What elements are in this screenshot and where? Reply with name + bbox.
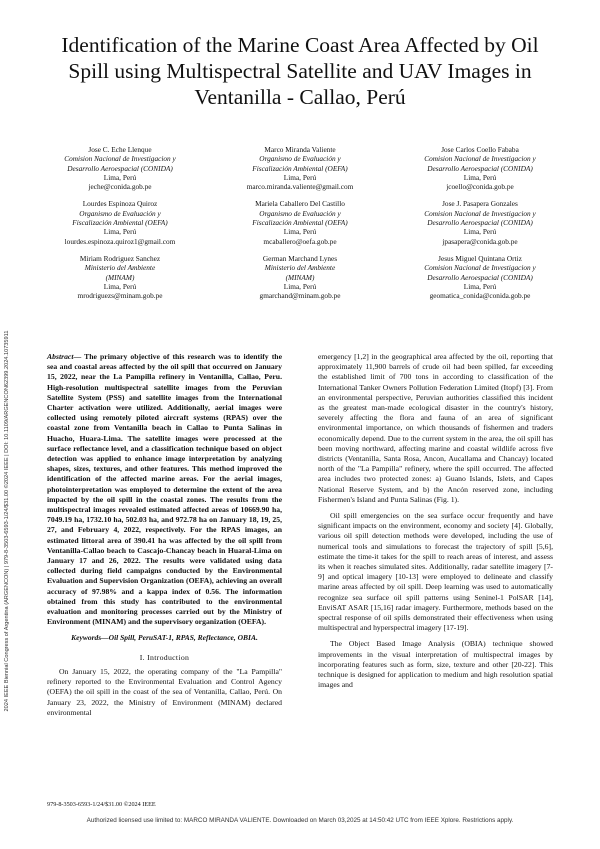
keywords-text: —Oil Spill, PeruSAT-1, RPAS, Reflectance, OBIA.	[101, 633, 258, 643]
license-footer: Authorized licensed use limited to: MARCO MIRANDA VALIENTE. Downloaded on March 03,2025 at 14:50:42 UTC from IEEE Xplore. Restrictions apply.	[86, 817, 514, 824]
author-location: Lima, Perú	[463, 227, 497, 237]
body-paragraph: emergency [1,2] in the geographical area affected by the oil, reporting that approximately 11,900 barrels of crude oil had been spilled, far exceeding the established limit of 700 tons in according to classification of the International Tanker Owners Pollution Federation Limited (Itopf) [3]. From an environmental perspective, Peruvian authorities classified this incident as the greatest man-made ecological disaster in the country's history, severely affecting the flora and fauna of an area of significant environmental importance, on which thousands of fishermen and traders economically depend. Due to the current system in the area, the oil spill has been moving northward, affecting marine and coastal wildlife across five districts (Ventanilla, Santa Rosa, Ancon, Aucallama and Chancay) located north of the "La Pampilla" refinery, where the spill occurred. The affected area includes two protected zones: a) Guano Islands, Islets, and Capes National Reserve System, and b) the Ancón reserved zone, including Fishermen's Island and Punta Salinas (Fig. 1).	[318, 352, 553, 504]
author-affiliation: Desarrollo Aeroespacial (CONIDA)	[427, 163, 533, 173]
author-affiliation: Fiscalización Ambiental (OEFA)	[252, 163, 348, 173]
author-email[interactable]: mcaballero@oefa.gob.pe	[263, 236, 337, 246]
left-column	[47, 352, 282, 724]
author-email[interactable]: geomatica_conida@conida.gob.pe	[429, 291, 531, 301]
author-email[interactable]: marco.miranda.valiente@gmail.com	[246, 182, 354, 192]
author-affiliation: Ministerio del Ambiente	[264, 263, 336, 273]
author-email[interactable]: mrodriguezs@minam.gob.pe	[77, 291, 163, 301]
author-email[interactable]: lourdes.espinoza.quiroz1@gmail.com	[64, 236, 176, 246]
intro-paragraph: On January 15, 2022, the operating company of the "La Pampilla" refinery reported to the Environmental Evaluation and Control Agency (OEFA) the oil spill in the coast of the sea of Ventanilla, Callao, Perú. On January 23, 2022, the Ministry of Environment (MINAM) declared environmental	[47, 666, 282, 717]
author-name: Lourdes Espinoza Quiroz	[82, 199, 158, 209]
author-location: Lima, Perú	[283, 281, 317, 291]
author-location: Lima, Perú	[463, 281, 497, 291]
abstract	[47, 352, 282, 627]
author-affiliation: (MINAM)	[285, 272, 315, 282]
paper-title: Identification of the Marine Coast Area Affected by Oil Spill using Multispectral Satellite and UAV Images in Ventanilla - Callao, Perú	[61, 33, 539, 109]
author-location: Lima, Perú	[103, 281, 137, 291]
author-location: Lima, Perú	[103, 227, 137, 237]
author-name: Marco Miranda Valiente	[264, 145, 336, 154]
author-affiliation: Comision Nacional de Investigacion y	[64, 154, 176, 164]
copyright-notice: 979-8-3503-6593-1/24/$31.00 ©2024 IEEE	[47, 801, 156, 808]
author-email[interactable]: gmarchand@minam.gob.pe	[259, 291, 341, 301]
author-card	[30, 199, 210, 245]
author-affiliation: Fiscalización Ambiental (OEFA)	[252, 218, 348, 228]
author-affiliation: Comision Nacional de Investigacion y	[424, 154, 536, 164]
author-name: German Marchand Lynes	[262, 253, 338, 263]
author-location: Lima, Perú	[103, 172, 137, 182]
author-name: Mariela Caballero Del Castillo	[255, 199, 345, 209]
body-paragraph: The Object Based Image Analysis (OBIA) technique showed improvements in the visual interpretation of multispectral images by incorporating features such as form, size, texture and other [20-22]. This technique is designed for application to medium and high resolution spatial images and	[318, 639, 553, 690]
author-location: Lima, Perú	[283, 172, 317, 182]
author-name: Jose C. Eche Llenque	[88, 145, 152, 154]
author-affiliation: Organismo de Evaluación y	[259, 154, 341, 164]
author-card	[210, 145, 390, 191]
author-card	[390, 254, 570, 300]
keywords-label: Keywords	[71, 633, 102, 643]
author-card	[30, 145, 210, 191]
author-row	[30, 145, 570, 191]
author-name: Miriam Rodriguez Sanchez	[79, 253, 161, 263]
doi-sidebar	[2, 290, 12, 760]
author-card	[390, 199, 570, 245]
author-affiliation: Ministerio del Ambiente	[84, 263, 156, 273]
section-heading: I. Introduction	[139, 652, 190, 662]
author-row	[30, 254, 570, 300]
author-affiliation: Comision Nacional de Investigacion y	[424, 208, 536, 218]
author-email[interactable]: jpasapera@conida.gob.pe	[442, 236, 518, 246]
author-affiliation: Organismo de Evaluación y	[79, 208, 161, 218]
body-paragraph: Oil spill emergencies on the sea surface occur frequently and have significant impacts on the environment, economy and society [4]. Globally, various oil spill detection methods were developed, including the use of numerical tools and simulations to forecast the trajectory of spill [5,6], estimate the time-it takes for the spill to reach areas of interest, and assess its when it reaches simulated sites. Additionally, radar satellite imagery [7-9] and optical imagery [10-13] were employed to delineate and classify marine areas affected by oil spill. Deep learning was used to automatically recognize sea surface oil spill patterns using Seninel-1 PolSAR [14], EnviSAT ASAR [15,16] radar imagery. Furthermore, methods based on the spectral response of oil spills demonstrated their effectiveness when using multispectral and hyperspectral imagery [17-19].	[318, 511, 553, 633]
author-affiliation: Fiscalización Ambiental (OEFA)	[72, 218, 168, 228]
author-name: Jose J. Pasapera Gonzales	[442, 199, 518, 209]
author-card	[210, 254, 390, 300]
author-card	[30, 254, 210, 300]
author-affiliation: (MINAM)	[105, 272, 135, 282]
author-affiliation: Desarrollo Aeroespacial (CONIDA)	[67, 163, 173, 173]
author-affiliation: Organismo de Evaluación y	[259, 208, 341, 218]
doi-sidebar-text: 2024 IEEE Biennial Congress of Argentina (ARGENCON) | 979-8-3503-6593-1/24/$31.00 ©2024 IEEE | DOI: 10.1109/ARGENCON62399.2024.10735911	[4, 330, 10, 712]
author-row	[30, 199, 570, 245]
author-name: Jesus Miguel Quintana Ortiz	[438, 253, 522, 263]
keywords	[47, 633, 282, 643]
author-affiliation: Desarrollo Aeroespacial (CONIDA)	[427, 218, 533, 228]
author-affiliation: Comision Nacional de Investigacion y	[424, 263, 536, 273]
author-email[interactable]: jcoello@conida.gob.pe	[446, 182, 514, 192]
author-card	[210, 199, 390, 245]
author-location: Lima, Perú	[463, 172, 497, 182]
right-column	[318, 352, 553, 697]
author-card	[390, 145, 570, 191]
author-affiliation: Desarrollo Aeroespacial (CONIDA)	[427, 272, 533, 282]
author-block	[30, 145, 570, 308]
abstract-label: Abstract	[47, 352, 74, 361]
abstract-text: — The primary objective of this research was to identify the sea and coastal areas affected by the oil spill that occurred on January 15, 2022, near the La Pampilla refinery in Ventanilla, Callao, Peru. High-resolution multispectral satellite images from the Peruvian Satellite System (PSS) and satellite images from the International Charter activation were utilized. Additionally, aerial images were collected using remotely piloted aircraft systems (RPAS) over the coastal zone from Ventanilla beach in Callao to Punta Salinas in Huacho, Huara-Lima. The satellite images were processed at the surface reflectance level, and a classification technique based on object detection was applied to enhance image interpretation by analyzing shapes, sizes, textures, and other features. This method improved the identification of the affected marine areas. For the aerial images, photointerpretation was employed to determine the extent of the area impacted by the oil spill in the coastal zones. The results from the multispectral images revealed estimated affected areas of 10669.90 ha, 7049.19 ha, 1732.10 ha, 502.03 ha, and 972.78 ha on January 18, 19, 25, 27, and February 4, 2022, respectively. For the RPAS images, an estimated littoral area of 390.41 ha was affected by the oil spill from Ventanilla-Callao beach to Cascajo-Chancay beach in Huaral-Lima on January 17 and 26, 2022. The results were validated using data collected during field campaigns conducted by the Environmental Evaluation and Supervision Organization (OEFA), achieving an overall accuracy of 97.98% and a kappa index of 0.56. The information obtained from this study has contributed to the environmental evaluation and monitoring processes carried out by the Ministry of Environment (MINAM) and the supervisory organization (OEFA).	[47, 352, 282, 627]
author-name: Jose Carlos Coello Fababa	[441, 145, 519, 154]
author-location: Lima, Perú	[283, 227, 317, 237]
author-email[interactable]: jeche@conida.gob.pe	[88, 182, 152, 192]
